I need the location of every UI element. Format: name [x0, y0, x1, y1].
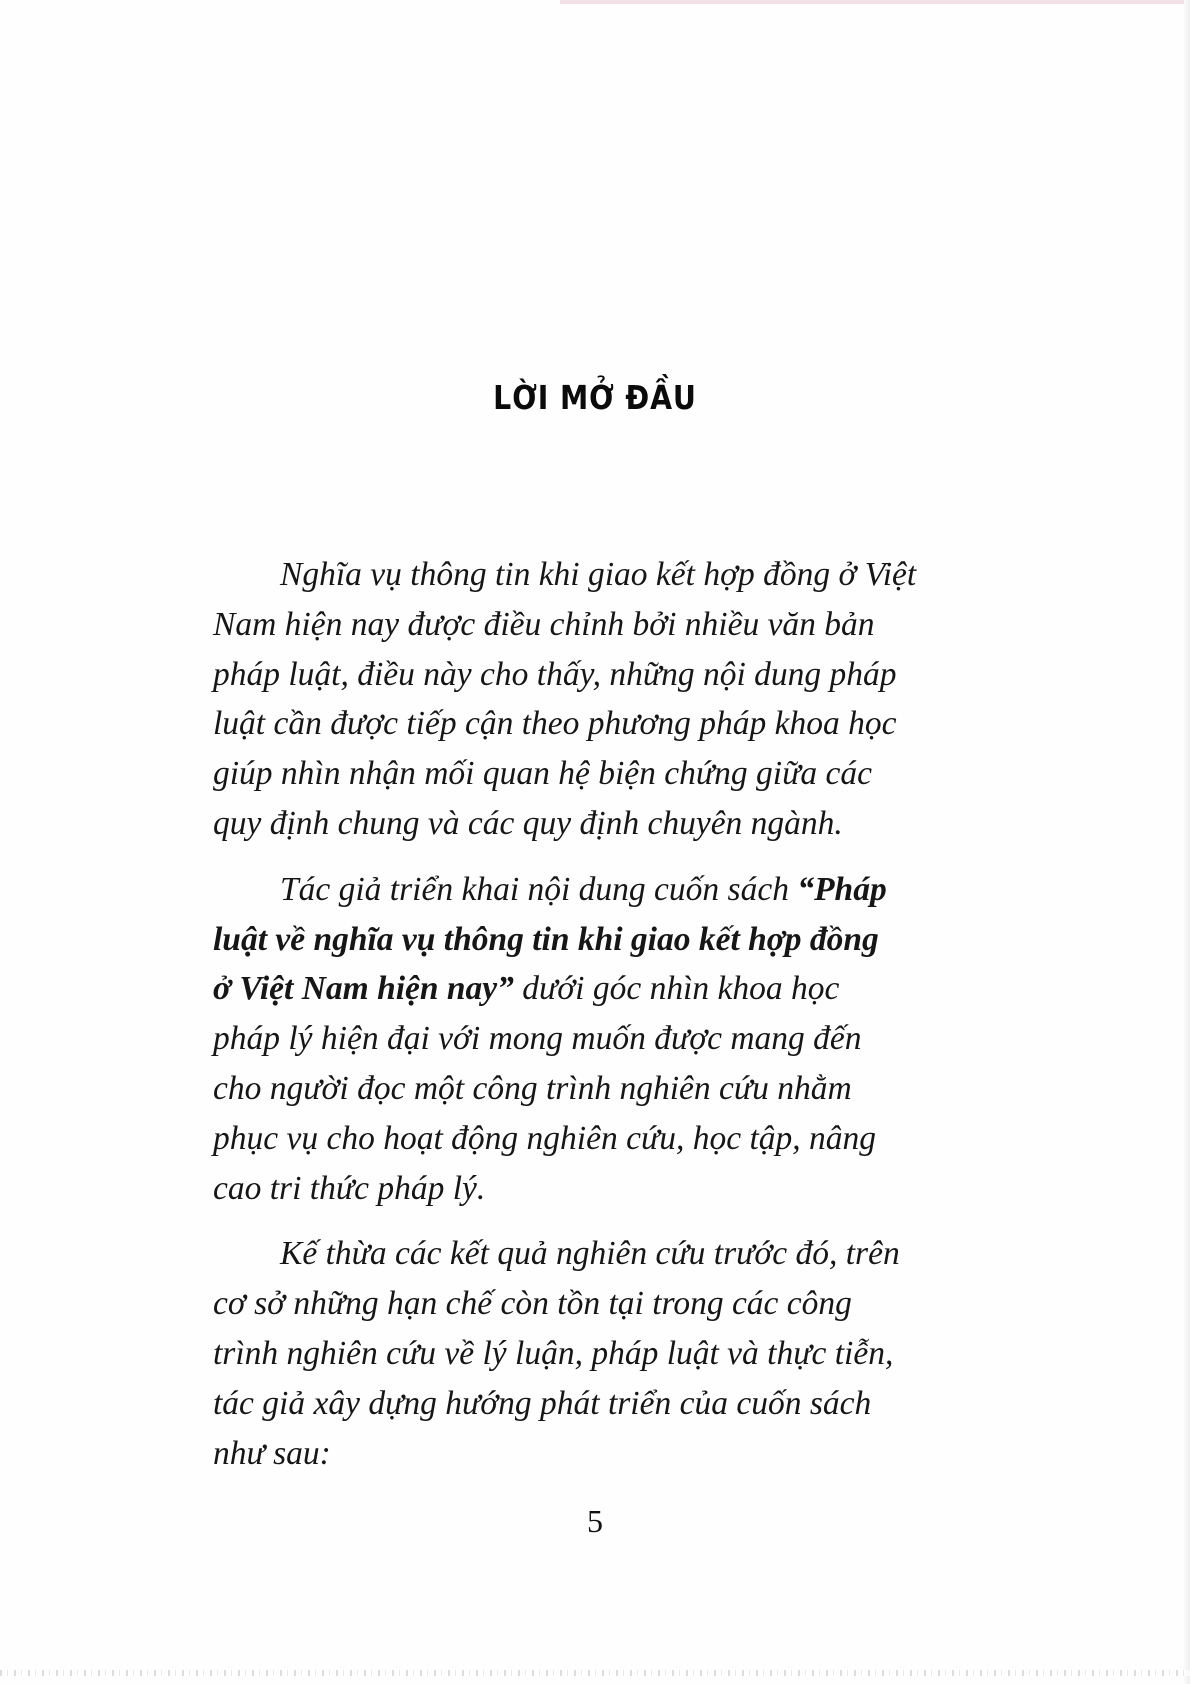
text-line: quy định chung và các quy định chuyên ngành.: [213, 804, 843, 842]
text-line: cao tri thức pháp lý.: [213, 1169, 486, 1207]
text-line: trình nghiên cứu về lý luận, pháp luật và thực tiễn,: [213, 1334, 894, 1372]
book-title-span: “Pháp: [797, 870, 887, 908]
text-line: [213, 964, 1013, 1014]
scan-right-edge: [1184, 0, 1190, 1684]
text-line: như sau:: [213, 1434, 331, 1472]
text-line: [213, 865, 1013, 915]
page-heading: LỜI MỞ ĐẦU: [493, 378, 697, 417]
text-line: pháp luật, điều này cho thấy, những nội dung pháp: [213, 655, 897, 693]
scan-top-edge: [560, 0, 1190, 4]
text-line: phục vụ cho hoạt động nghiên cứu, học tập, nâng: [213, 1119, 877, 1157]
scan-bottom-edge: [0, 1670, 1190, 1676]
text-span: Tác giả triển khai nội dung cuốn sách: [280, 870, 798, 908]
text-line: giúp nhìn nhận mối quan hệ biện chứng giữa các: [213, 755, 872, 793]
text-line: pháp lý hiện đại với mong muốn được mang đến: [213, 1020, 862, 1058]
text-span: dưới góc nhìn khoa học: [513, 970, 840, 1008]
text-line: Nam hiện nay được điều chỉnh bởi nhiều văn bản: [213, 605, 875, 643]
text-line: tác giả xây dựng hướng phát triển của cuốn sách: [213, 1384, 872, 1422]
text-line: cho người đọc một công trình nghiên cứu nhằm: [213, 1069, 852, 1107]
text-line: cơ sở những hạn chế còn tồn tại trong các công: [213, 1285, 852, 1323]
paragraph-2: [213, 865, 1013, 1214]
text-line: Nghĩa vụ thông tin khi giao kết hợp đồng ở Việt: [280, 556, 917, 593]
paragraph-1: [213, 550, 1013, 849]
text-line: luật cần được tiếp cận theo phương pháp khoa học: [213, 705, 897, 743]
body-text: [213, 550, 1013, 1494]
book-title-line: luật về nghĩa vụ thông tin khi giao kết hợp đồng: [213, 920, 879, 958]
paragraph-3: [213, 1229, 1013, 1478]
book-title-span: ở Việt Nam hiện nay”: [213, 970, 514, 1008]
page-number: 5: [587, 1503, 603, 1539]
text-line: Kế thừa các kết quả nghiên cứu trước đó, trên: [280, 1235, 900, 1273]
